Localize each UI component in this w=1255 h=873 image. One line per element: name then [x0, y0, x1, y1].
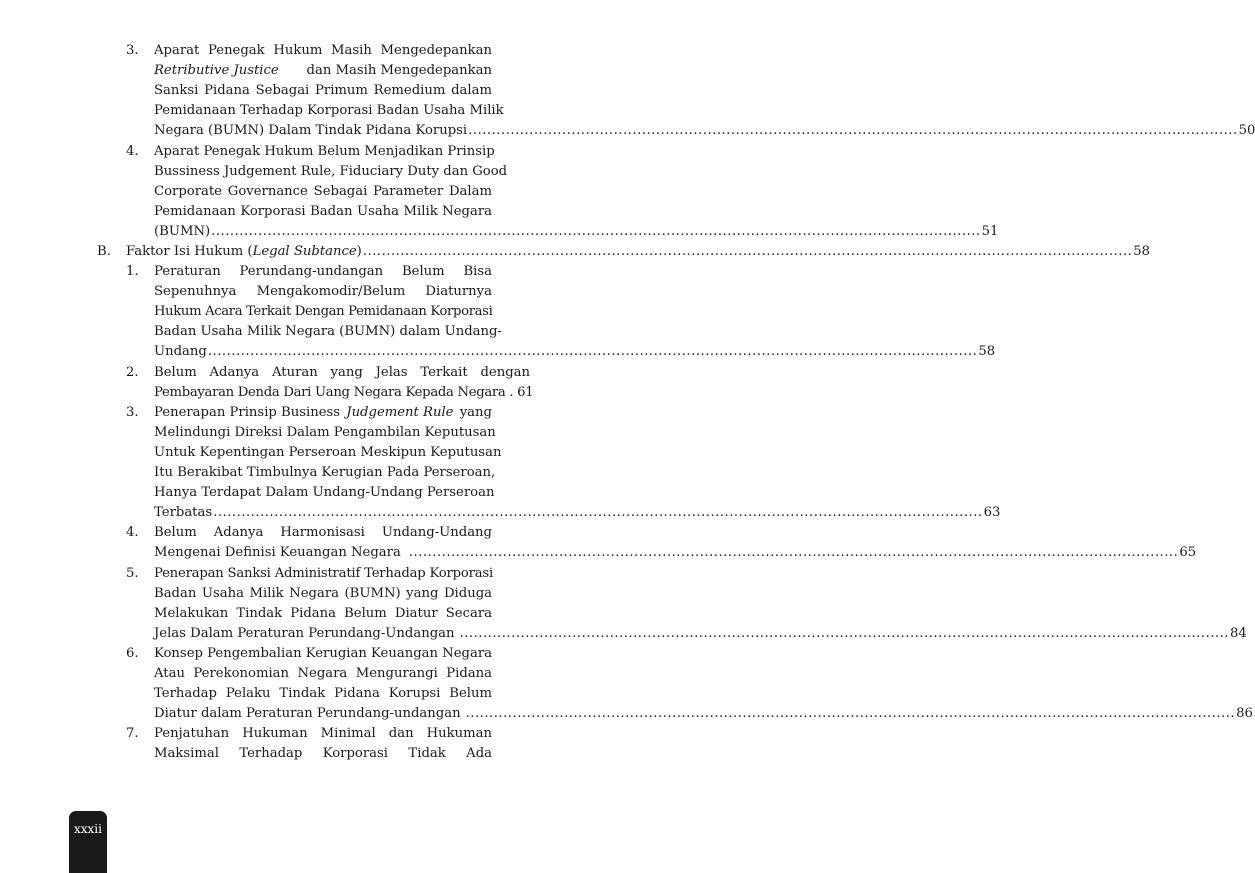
toc-entry-b1-line-4[interactable]	[0, 322, 530, 342]
entry-text: Jelas Dalam Peraturan Perundang-Undangan	[154, 626, 455, 641]
entry-last-line	[154, 543, 1197, 563]
section-title-italic: Legal Subtance	[252, 244, 357, 259]
italic-term: Judgement Rule	[346, 405, 454, 420]
entry-text: yang	[455, 405, 492, 420]
entry-text: Penerapan Prinsip Business	[154, 405, 345, 420]
toc-entry-b6-line-3[interactable]	[0, 684, 530, 704]
toc-entry-3-line-1[interactable]	[0, 41, 530, 61]
toc-entry-b1-line-3[interactable]	[0, 302, 530, 322]
toc-entry-b3-line-6[interactable]	[0, 503, 1001, 523]
dot-leader: ....................................................................................................................................................................	[213, 505, 983, 520]
entry-text: Maksimal Terhadap Korporasi Tidak Ada	[154, 746, 492, 761]
toc-entry-4-line-3[interactable]	[0, 182, 530, 202]
entry-text: Pemidanaan Terhadap Korporasi Badan Usaha Milik	[154, 103, 504, 118]
entry-text: Undang	[154, 344, 207, 359]
entry-text: Belum Adanya Aturan yang Jelas Terkait dengan	[154, 365, 530, 380]
toc-entry-b6-line-4[interactable]	[0, 704, 1253, 724]
entry-number: 4.	[126, 525, 139, 540]
entry-text: Penjatuhan Hukuman Minimal dan Hukuman	[154, 726, 492, 741]
entry-text: Aparat Penegak Hukum Belum Menjadikan Prinsip	[154, 144, 495, 159]
toc-entry-b5-line-4[interactable]	[0, 624, 1247, 644]
entry-text: Aparat Penegak Hukum Masih Mengedepankan	[154, 43, 492, 58]
entry-text: Terbatas	[154, 505, 213, 520]
dot-leader: ....................................................................................................................................................................	[459, 626, 1229, 641]
page-ref: 51	[981, 224, 999, 239]
toc-entry-b5-line-1[interactable]	[0, 564, 530, 584]
toc-entry-b2-line-2[interactable]	[0, 383, 534, 403]
entry-number: 3.	[126, 405, 139, 420]
section-title-pre: Faktor Isi Hukum (	[126, 244, 253, 259]
entry-number: 1.	[126, 264, 139, 279]
toc-entry-b6-line-1[interactable]	[0, 644, 530, 664]
page-ref: 63	[983, 505, 1001, 520]
section-title	[126, 242, 362, 262]
entry-number: 5.	[126, 566, 139, 581]
dot-leader: ....................................................................................................................................................................	[408, 545, 1179, 560]
entry-text: Badan Usaha Milik Negara (BUMN) yang Diduga	[154, 586, 492, 601]
entry-text: Itu Berakibat Timbulnya Kerugian Pada Perseroan,	[154, 465, 496, 480]
toc-entry-b3-line-1[interactable]	[0, 403, 530, 423]
entry-last-line	[154, 342, 996, 362]
page-number-tab	[69, 811, 107, 873]
entry-text: Belum Adanya Harmonisasi Undang-Undang	[154, 525, 492, 540]
toc-entry-b7-line-2[interactable]	[0, 744, 530, 764]
entry-text: Pemidanaan Korporasi Badan Usaha Milik Negara	[154, 204, 492, 219]
toc-entry-4-line-2[interactable]	[0, 162, 530, 182]
toc-entry-4-line-1[interactable]	[0, 142, 530, 162]
entry-last-line	[154, 704, 1253, 724]
entry-text: Corporate Governance Sebagai Parameter Dalam	[154, 184, 492, 199]
section-letter: B.	[97, 244, 111, 259]
toc-entry-4-line-5[interactable]	[0, 222, 999, 242]
entry-text: Hanya Terdapat Dalam Undang-Undang Perseroan	[154, 485, 495, 500]
toc-entry-b3-line-5[interactable]	[0, 483, 530, 503]
entry-text: Konsep Pengembalian Kerugian Keuangan Negara	[154, 646, 493, 661]
toc-entry-b1-line-2[interactable]	[0, 282, 530, 302]
entry-text: Diatur dalam Peraturan Perundang-undangan	[154, 706, 461, 721]
entry-last-line	[154, 222, 999, 242]
page-number: xxxii	[74, 822, 102, 836]
entry-text-mixed	[154, 61, 492, 81]
toc-entry-4-line-4[interactable]	[0, 202, 530, 222]
toc-entry-b7-line-1[interactable]	[0, 724, 530, 744]
entry-last-line	[154, 624, 1247, 644]
dot-leader: ....................................................................................................................................................................	[465, 706, 1236, 721]
entry-text: Sepenuhnya Mengakomodir/Belum Diaturnya	[154, 284, 492, 299]
entry-text: Sanksi Pidana Sebagai Primum Remedium dalam	[154, 83, 492, 98]
toc-entry-b4-line-1[interactable]	[0, 523, 530, 543]
page-ref: 65	[1179, 545, 1197, 560]
toc-entry-b3-line-2[interactable]	[0, 423, 530, 443]
toc-entry-3-line-5[interactable]	[0, 121, 1255, 141]
italic-term: Retributive Justice	[154, 63, 279, 78]
page-ref: 50	[1238, 123, 1255, 138]
toc-entry-3-line-2[interactable]	[0, 61, 530, 81]
entry-text: Hukum Acara Terkait Dengan Pemidanaan Korporasi	[154, 304, 493, 319]
section-title-post: )	[356, 244, 362, 259]
dot-leader: ....................................................................................................................................................................	[362, 244, 1133, 259]
toc-entry-b6-line-2[interactable]	[0, 664, 530, 684]
toc-entry-b4-line-2[interactable]	[0, 543, 1197, 563]
dot-leader: ....................................................................................................................................................................	[207, 344, 978, 359]
entry-number: 7.	[126, 726, 139, 741]
dot-leader: ....................................................................................................................................................................	[211, 224, 981, 239]
entry-number: 3.	[126, 43, 139, 58]
entry-text: Mengenai Definisi Keuangan Negara	[154, 545, 401, 560]
entry-text: Terhadap Pelaku Tindak Pidana Korupsi Belum	[154, 686, 492, 701]
toc-entry-b5-line-2[interactable]	[0, 584, 530, 604]
toc-entry-b1-line-5[interactable]	[0, 342, 996, 362]
entry-number: 4.	[126, 144, 139, 159]
toc-section-b[interactable]	[0, 242, 1151, 262]
entry-text: Melindungi Direksi Dalam Pengambilan Keputusan	[154, 425, 496, 440]
entry-last-line	[154, 121, 1255, 141]
entry-text: Melakukan Tindak Pidana Belum Diatur Secara	[154, 606, 492, 621]
entry-text: Pembayaran Denda Dari Uang Negara Kepada Negara . 61	[154, 385, 534, 400]
entry-text-mixed	[154, 403, 492, 423]
entry-text: Penerapan Sanksi Administratif Terhadap Korporasi	[154, 566, 493, 581]
toc-entry-b3-line-3[interactable]	[0, 443, 530, 463]
dot-leader: ....................................................................................................................................................................	[468, 123, 1238, 138]
page-ref: 58	[978, 344, 996, 359]
toc-entry-3-line-3[interactable]	[0, 81, 530, 101]
page-ref: 84	[1230, 626, 1247, 641]
page-ref: 86	[1236, 706, 1253, 721]
toc-entry-b1-line-1[interactable]	[0, 262, 530, 282]
toc-entry-b5-line-3[interactable]	[0, 604, 530, 624]
toc-entry-b2-line-1[interactable]	[0, 363, 530, 383]
entry-number: 2.	[126, 365, 139, 380]
toc-entry-b3-line-4[interactable]	[0, 463, 530, 483]
entry-text: Atau Perekonomian Negara Mengurangi Pidana	[154, 666, 492, 681]
entry-number: 6.	[126, 646, 139, 661]
entry-text: (BUMN)	[154, 224, 211, 239]
entry-last-line	[154, 503, 1001, 523]
entry-text: Bussiness Judgement Rule, Fiduciary Duty dan Good	[154, 164, 508, 179]
entry-text: Negara (BUMN) Dalam Tindak Pidana Korupsi	[154, 123, 468, 138]
entry-text: Untuk Kepentingan Perseroan Meskipun Keputusan	[154, 445, 502, 460]
section-line	[126, 242, 1151, 262]
entry-text: dan Masih Mengedepankan	[306, 63, 492, 78]
entry-text: Peraturan Perundang-undangan Belum Bisa	[154, 264, 492, 279]
entry-text: Badan Usaha Milik Negara (BUMN) dalam Undang-	[154, 324, 502, 339]
page-ref: 58	[1133, 244, 1151, 259]
toc-entry-3-line-4[interactable]	[0, 101, 530, 121]
